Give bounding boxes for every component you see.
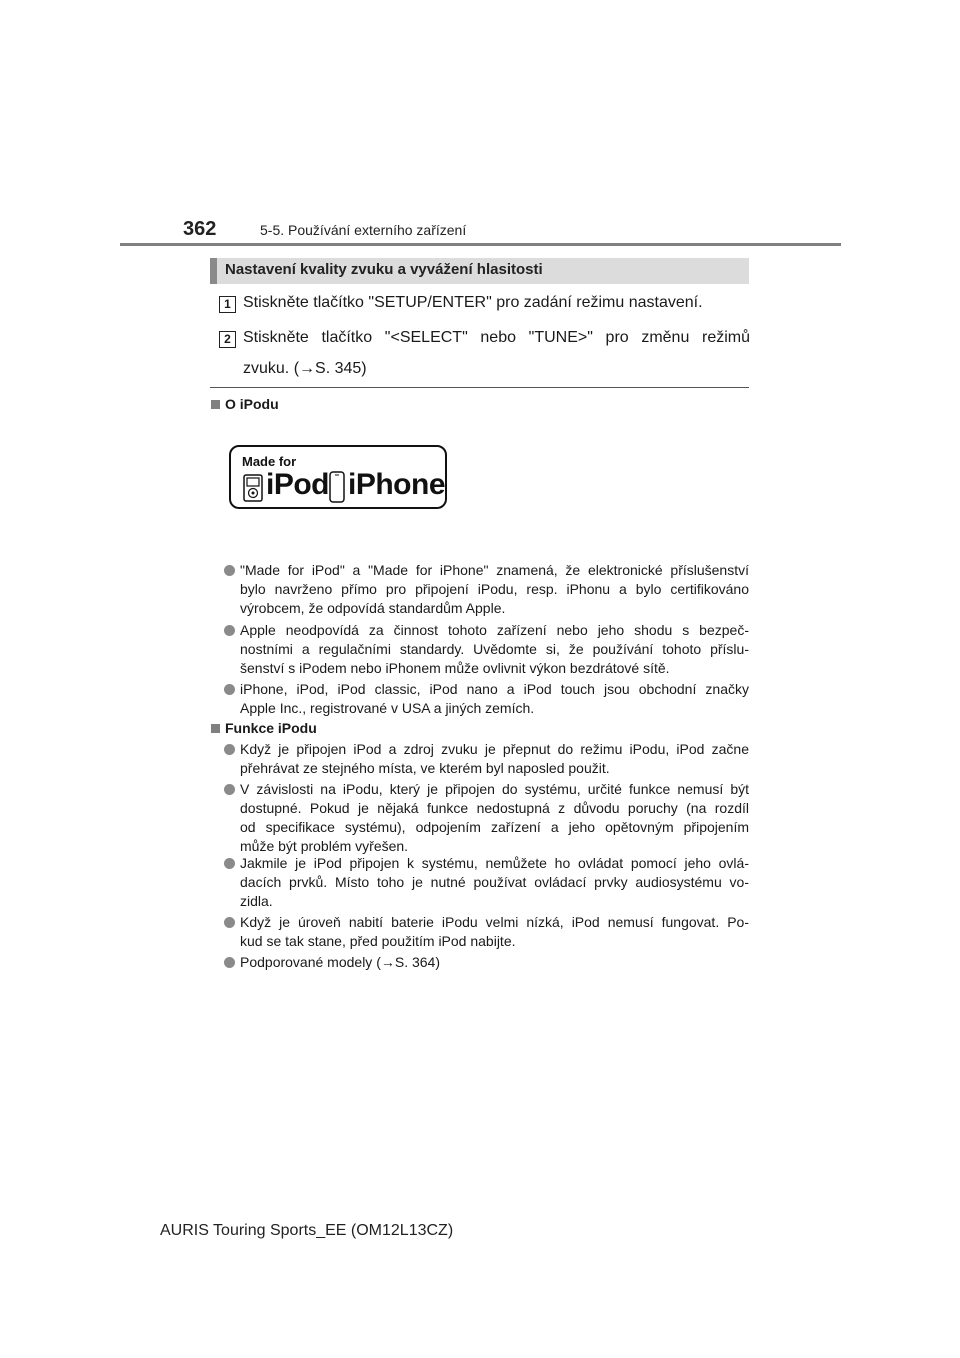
bullet-dot-icon xyxy=(224,565,235,576)
step-2-line: zvuku. (→S. 345) xyxy=(243,360,367,377)
bullet-dot-icon xyxy=(224,625,235,636)
logo-ipod-text: iPod xyxy=(266,468,329,501)
bullet-line: Apple neodpovídá za činnost tohoto zařízení nebo jeho shodu s bezpeč- xyxy=(240,622,749,638)
header-divider xyxy=(120,243,841,246)
bullet-line: může být problém vyřešen. xyxy=(240,838,409,854)
bullet-line: bylo navrženo přímo pro připojení iPodu, resp. iPhonu a bylo certifikováno xyxy=(240,581,749,597)
about-ipod-bullet xyxy=(240,621,749,678)
bullet-dot-icon xyxy=(224,917,235,928)
bullet-dot-icon xyxy=(224,684,235,695)
bullet-line: dostupné. Pokud je nějaká funkce nedostupná z důvodu poruchy (na rozdíl xyxy=(240,800,749,816)
bullet-line: přehrávat ze stejného místa, ve kterém byl naposled použit. xyxy=(240,760,610,776)
bullet-dot-icon xyxy=(224,744,235,755)
about-ipod-heading-text: O iPodu xyxy=(225,396,279,412)
bullet-dot-icon xyxy=(224,957,235,968)
about-ipod-bullet xyxy=(240,680,749,718)
ipod-icon xyxy=(243,474,263,502)
step-number-2: 2 xyxy=(219,331,236,348)
bullet-line: iPhone, iPod, iPod classic, iPod nano a iPod touch jsou obchodní značky xyxy=(240,681,749,697)
logo-iphone-text: iPhone xyxy=(348,468,446,501)
logo-made-for: Made for xyxy=(242,454,297,469)
footer-model: AURIS Touring Sports_EE (OM12L13CZ) xyxy=(160,1222,454,1239)
iphone-icon xyxy=(329,471,345,503)
about-ipod-bullet xyxy=(240,561,749,618)
bullet-line: od specifikace systému), odpojením zařízení a jeho opětovným připojením xyxy=(240,819,749,835)
ipod-functions-bullet xyxy=(240,913,749,951)
square-bullet-icon xyxy=(211,400,220,409)
bullet-dot-icon xyxy=(224,858,235,869)
step-number-1: 1 xyxy=(219,296,236,313)
square-bullet-icon xyxy=(211,724,220,733)
bullet-dot-icon xyxy=(224,784,235,795)
step-1-text xyxy=(243,290,750,316)
bullet-line: Apple Inc., registrované v USA a jiných zemích. xyxy=(240,700,535,716)
bullet-line: výrobcem, že odpovídá standardům Apple. xyxy=(240,600,506,616)
bullet-line: nostními a regulačními standardy. Uvědomte si, že používání tohoto příslu- xyxy=(240,641,749,657)
page-number: 362 xyxy=(183,218,217,240)
section-title: Nastavení kvality zvuku a vyvážení hlasitosti xyxy=(225,261,543,278)
bullet-line: zidla. xyxy=(240,893,273,909)
step-1-line: Stiskněte tlačítko "SETUP/ENTER" pro zadání režimu nastavení. xyxy=(243,294,703,311)
bullet-line: Když je úroveň nabití baterie iPodu velmi nízká, iPod nemusí fungovat. Po- xyxy=(240,914,749,930)
bullet-line: "Made for iPod" a "Made for iPhone" znamená, že elektronické příslušenství xyxy=(240,562,749,578)
made-for-ipod-iphone-logo xyxy=(229,445,447,509)
bullet-line: dacích prvků. Místo toho je nutné používat ovládací prvky audiosystému vo- xyxy=(240,874,749,890)
ipod-functions-bullet xyxy=(240,740,749,778)
bullet-line: V závislosti na iPodu, který je připojen do systému, určité funkce nemusí být xyxy=(240,781,749,797)
bullet-line: šenství s iPodem nebo iPhonem může ovlivnit výkon bezdrátové sítě. xyxy=(240,660,670,676)
step-2-line: Stiskněte tlačítko "<SELECT" nebo "TUNE>" pro změnu režimů xyxy=(243,329,750,346)
bullet-line: Podporované modely (→S. 364) xyxy=(240,954,440,970)
about-ipod-heading xyxy=(211,396,279,412)
bullet-line: Když je připojen iPod a zdroj zvuku je přepnut do režimu iPodu, iPod začne xyxy=(240,741,749,757)
ipod-functions-bullet xyxy=(240,854,749,911)
step-2-text xyxy=(243,325,750,382)
ipod-functions-heading-text: Funkce iPodu xyxy=(225,720,317,736)
ipod-functions-bullet xyxy=(240,953,749,972)
ipod-functions-bullet xyxy=(240,780,749,856)
ipod-functions-heading xyxy=(211,720,317,736)
chapter-title: 5-5. Používání externího zařízení xyxy=(260,222,467,238)
bullet-line: Jakmile je iPod připojen k systému, nemůžete ho ovládat pomocí jeho ovlá- xyxy=(240,855,749,871)
bullet-line: kud se tak stane, před použitím iPod nabijte. xyxy=(240,933,516,949)
section-divider xyxy=(210,387,749,388)
